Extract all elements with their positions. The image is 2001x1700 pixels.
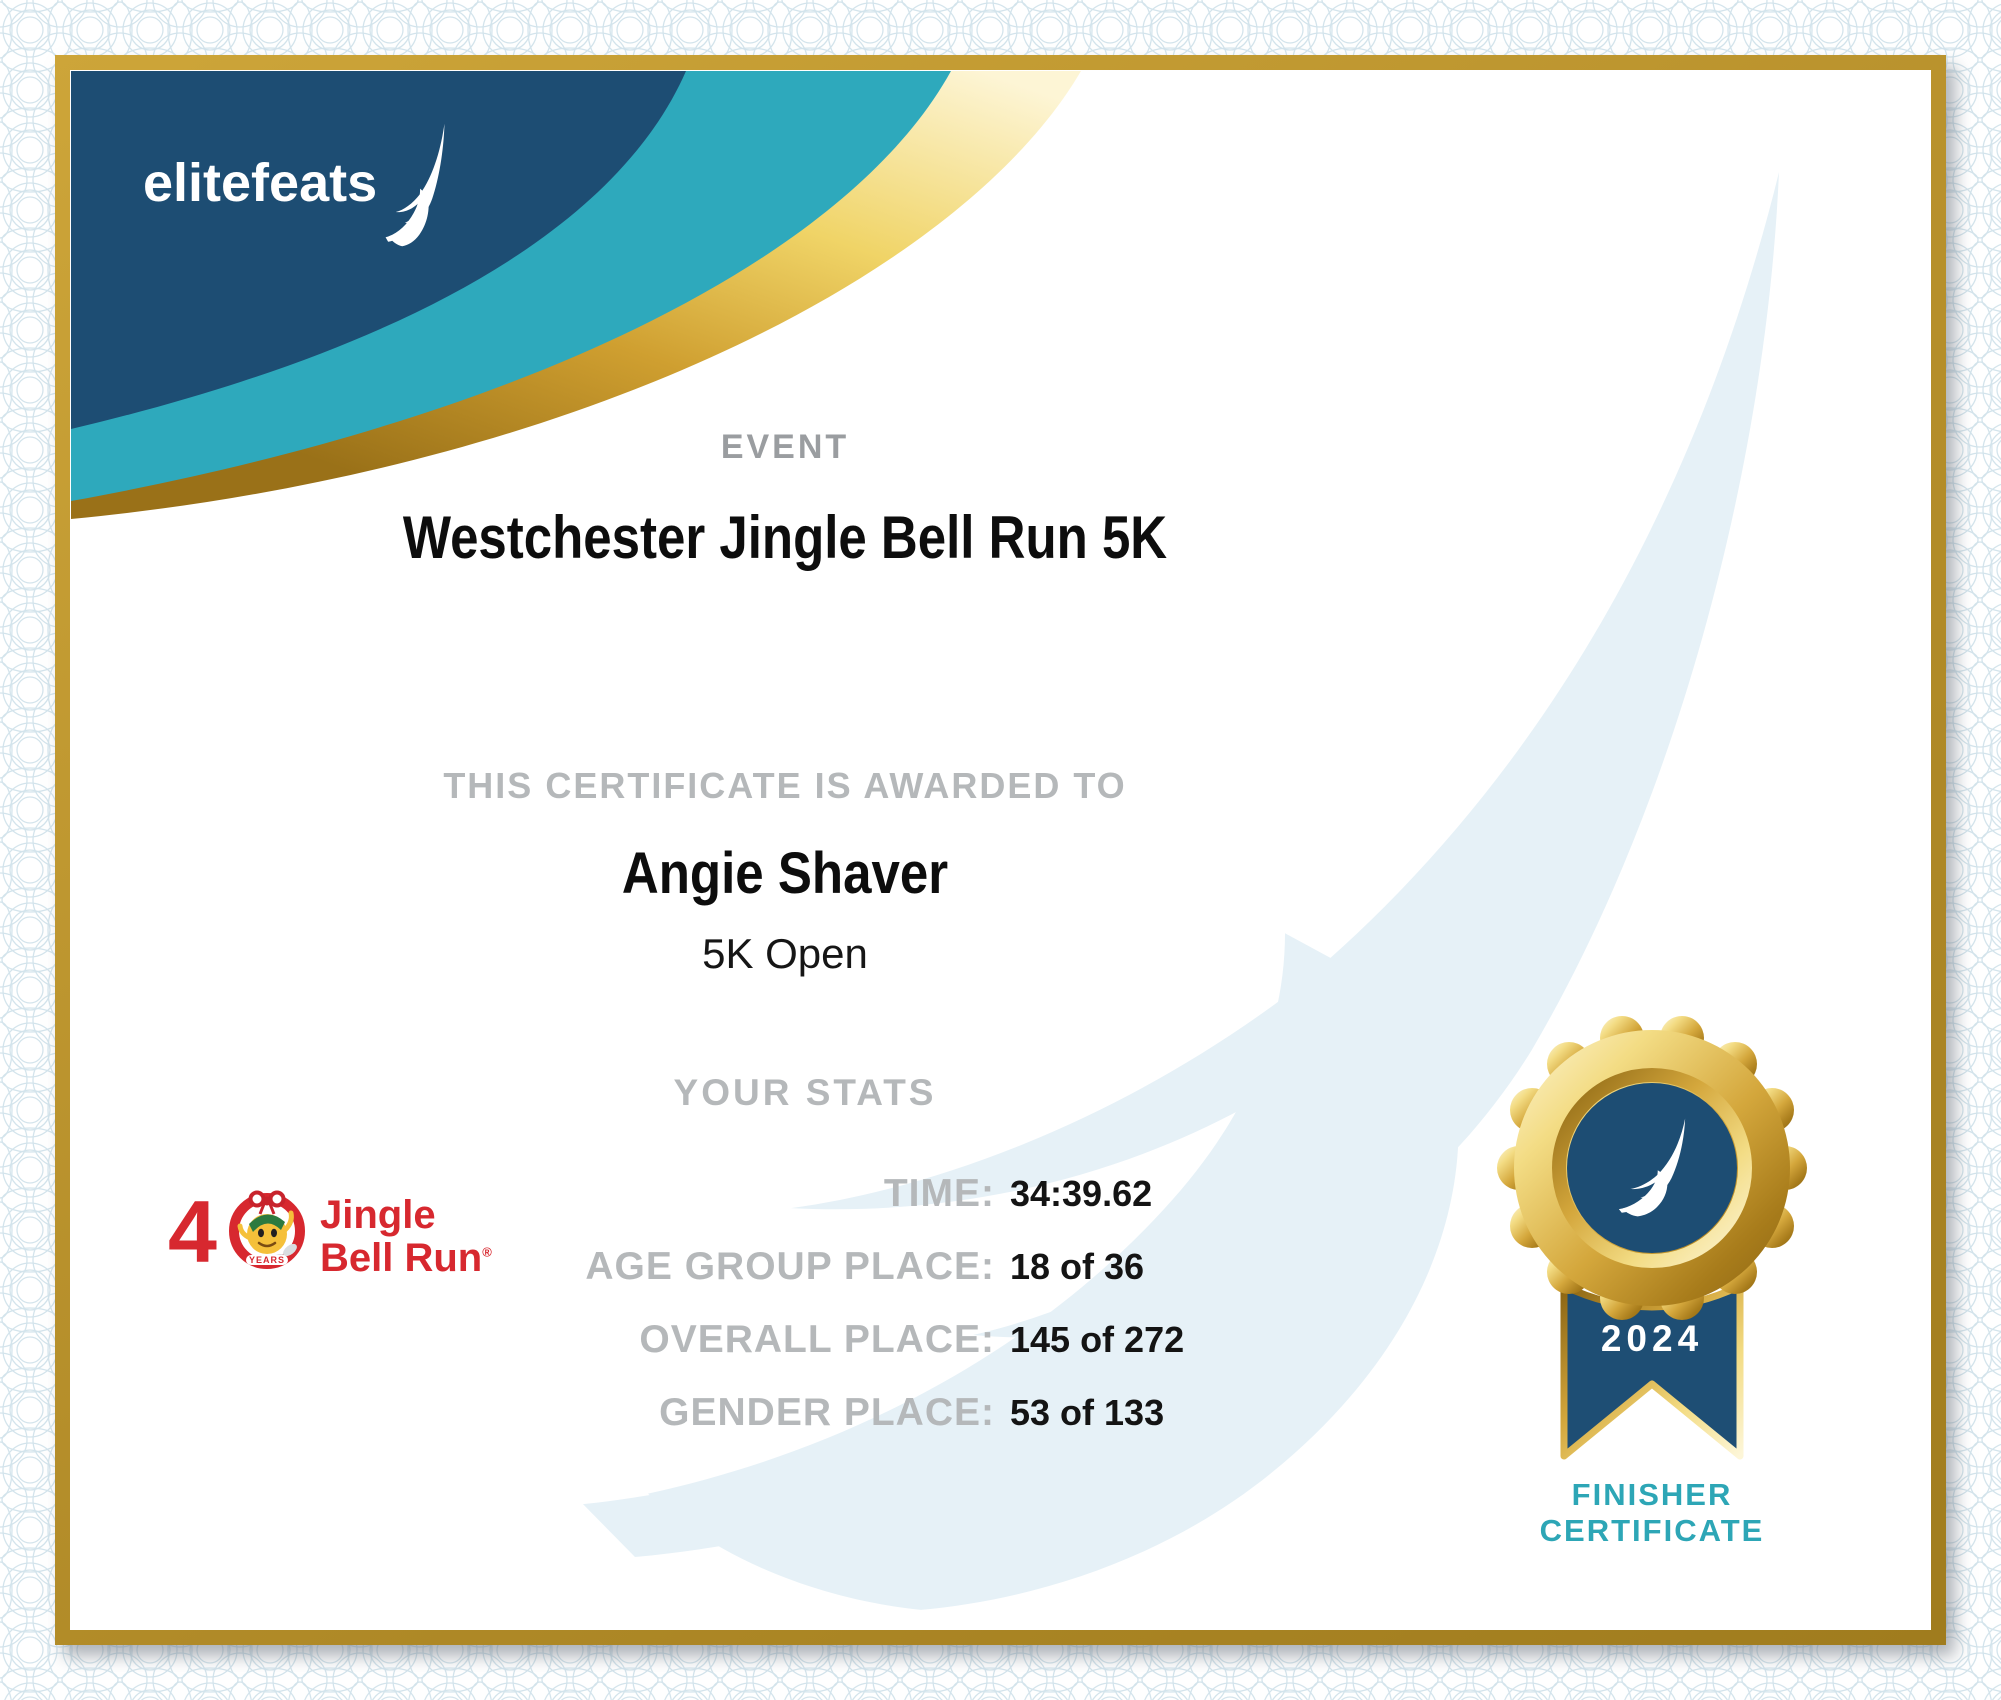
certificate-line: CERTIFICATE (1539, 1512, 1765, 1548)
stat-value-overall-place: 145 of 272 (1010, 1318, 1185, 1360)
stat-value-gender-place: 53 of 133 (1010, 1391, 1165, 1433)
jbr-line1: Jingle (320, 1193, 436, 1237)
event-title: Westchester Jingle Bell Run 5K (402, 504, 1168, 571)
elitefeats-logo (143, 122, 447, 248)
forty-years-label: YEARS (226, 1250, 308, 1268)
your-stats-heading: YOUR STATS (673, 1072, 937, 1113)
registered-mark: ® (482, 1244, 492, 1260)
stat-label-overall-place: OVERALL PLACE: (639, 1317, 995, 1361)
stat-value-age-group-place: 18 of 36 (1010, 1245, 1145, 1287)
winged-foot-icon (383, 122, 447, 248)
medal-ribbon (1564, 1286, 1740, 1456)
stat-label-age-group-place: AGE GROUP PLACE: (585, 1244, 995, 1288)
medal-year: 2024 (1600, 1318, 1704, 1359)
division-label: 5K Open (702, 930, 868, 977)
jbr-line2: Bell Run® (320, 1236, 492, 1281)
forty-years-number: 4 (168, 1182, 217, 1281)
elitefeats-logo-text: elitefeats (143, 153, 378, 213)
medal-center (1567, 1083, 1737, 1253)
jingle-bell-run-logo (170, 1182, 500, 1312)
stat-label-time: TIME: (883, 1171, 995, 1215)
finisher-line: FINISHER (1571, 1477, 1733, 1512)
stat-value-time: 34:39.62 (1010, 1172, 1153, 1214)
finisher-certificate-label (1452, 1477, 1852, 1548)
finisher-medal (1472, 988, 1832, 1488)
stats-table (420, 1168, 1184, 1438)
recipient-name: Angie Shaver (621, 841, 949, 906)
stat-label-gender-place: GENDER PLACE: (659, 1390, 995, 1434)
event-label: EVENT (720, 428, 850, 466)
awarded-to-label: THIS CERTIFICATE IS AWARDED TO (443, 765, 1127, 806)
jingle-bell-run-wordmark (320, 1194, 492, 1280)
